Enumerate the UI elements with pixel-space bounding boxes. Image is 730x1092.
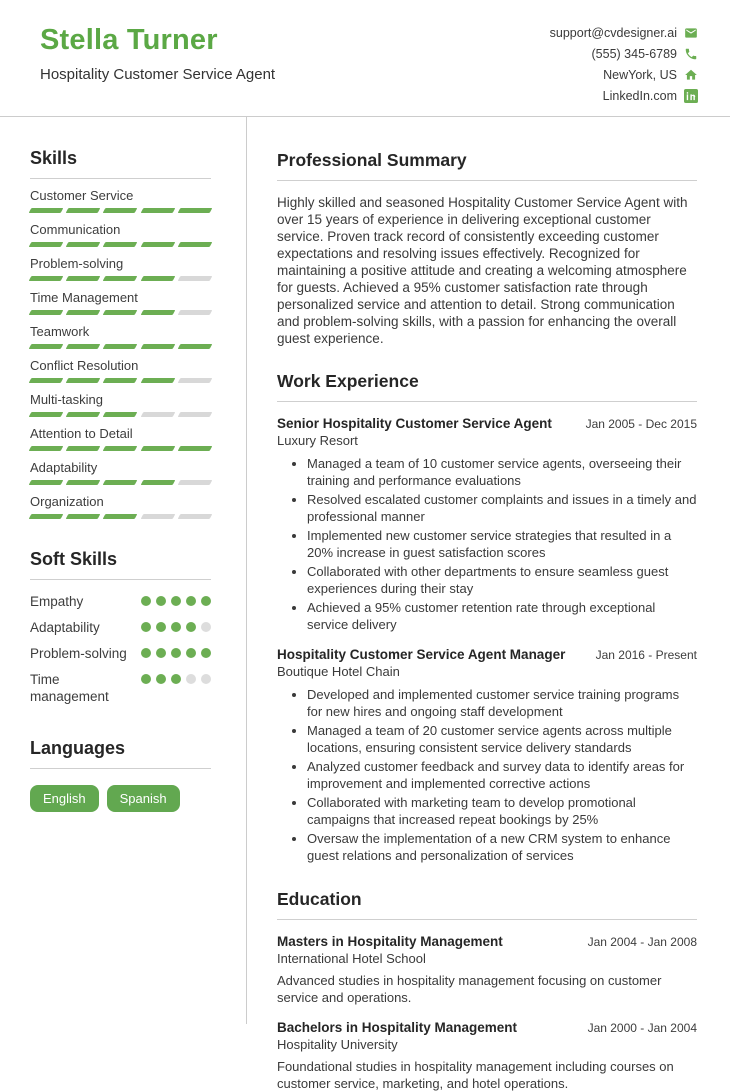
skill-segment-filled bbox=[140, 480, 175, 485]
skill-segment-empty bbox=[140, 412, 175, 417]
skill-label: Organization bbox=[30, 494, 104, 509]
skill-level-bar bbox=[30, 446, 211, 451]
job-bullet: • Collaborated with marketing team to develop promotional campaigns that increased repeat bookings by 25% bbox=[307, 795, 697, 828]
job-bullet: • Achieved a 95% customer retention rate through exceptional service delivery bbox=[307, 600, 697, 633]
skill-segment-filled bbox=[29, 310, 64, 315]
jobs-list bbox=[277, 416, 697, 864]
skill-item bbox=[30, 460, 211, 485]
skill-label: Teamwork bbox=[30, 324, 90, 339]
skill-segment-filled bbox=[29, 242, 64, 247]
skill-segment-filled bbox=[140, 276, 175, 281]
rating-dot-filled bbox=[171, 596, 181, 606]
skill-label: Time Management bbox=[30, 290, 138, 305]
contact-row[interactable] bbox=[603, 68, 698, 82]
skill-segment-filled bbox=[66, 514, 101, 519]
skill-item bbox=[30, 222, 211, 247]
soft-skill-dots bbox=[141, 672, 211, 684]
skill-segment-filled bbox=[103, 310, 138, 315]
rating-dot-empty bbox=[201, 622, 211, 632]
summary-heading: Professional Summary bbox=[277, 150, 697, 181]
soft-skills-heading: Soft Skills bbox=[30, 549, 211, 580]
main-column bbox=[247, 117, 730, 1091]
skill-item bbox=[30, 324, 211, 349]
person-name: Stella Turner bbox=[40, 24, 218, 56]
rating-dot-filled bbox=[156, 596, 166, 606]
skill-item bbox=[30, 188, 211, 213]
summary-text: Highly skilled and seasoned Hospitality Customer Service Agent with over 15 years of experience in delivering exceptional customer service. Proven track record of consistently exceeding customer expectations and resolving issues effectively. Recognized for maintaining a positive attitude and creating a welcoming atmosphere for guests. Achieved a 95% customer satisfaction rate through personalized service and attention to detail. Strong communication and problem-solving skills, with a passion for enhancing the overall guest experience. bbox=[277, 195, 688, 346]
skill-level-bar bbox=[30, 276, 211, 281]
skill-segment-filled bbox=[140, 378, 175, 383]
skill-segment-filled bbox=[29, 446, 64, 451]
skill-segment-filled bbox=[29, 344, 64, 349]
rating-dot-filled bbox=[201, 596, 211, 606]
contact-text: NewYork, US bbox=[603, 68, 677, 82]
skill-item bbox=[30, 290, 211, 315]
skill-label: Conflict Resolution bbox=[30, 358, 139, 373]
skill-segment-filled bbox=[103, 208, 138, 213]
skill-segment-filled bbox=[140, 344, 175, 349]
job-dates: Jan 2016 - Present bbox=[595, 648, 697, 662]
job-bullet: • Managed a team of 20 customer service agents across multiple locations, ensuring consistent service delivery standards bbox=[307, 723, 697, 756]
content-columns bbox=[0, 117, 730, 1091]
work-experience-section bbox=[277, 347, 697, 864]
skill-label: Communication bbox=[30, 222, 121, 237]
rating-dot-filled bbox=[141, 596, 151, 606]
job-bullet: • Collaborated with other departments to ensure seamless guest experiences during their stay bbox=[307, 564, 697, 597]
skill-item bbox=[30, 426, 211, 451]
skill-segment-filled bbox=[29, 378, 64, 383]
skill-segment-filled bbox=[29, 208, 64, 213]
email-icon bbox=[684, 26, 698, 40]
skills-section bbox=[30, 117, 211, 519]
skill-segment-filled bbox=[140, 208, 175, 213]
degree-title: Bachelors in Hospitality Management bbox=[277, 1020, 518, 1035]
degree-dates: Jan 2004 - Jan 2008 bbox=[587, 935, 697, 949]
contact-row[interactable] bbox=[592, 47, 698, 61]
home-icon bbox=[684, 68, 698, 82]
skill-segment-filled bbox=[29, 514, 64, 519]
degree-description: Foundational studies in hospitality management including courses on customer service, marketing, and hotel operations. bbox=[277, 1059, 674, 1091]
header bbox=[0, 0, 730, 117]
skill-segment-filled bbox=[103, 446, 138, 451]
rating-dot-filled bbox=[141, 622, 151, 632]
job-company: Boutique Hotel Chain bbox=[277, 664, 400, 679]
skill-level-bar bbox=[30, 514, 211, 519]
soft-skill-label: Empathy bbox=[30, 594, 84, 609]
job-bullet: • Developed and implemented customer service training programs for new hires and ongoing staff development bbox=[307, 687, 697, 720]
job-entry bbox=[277, 647, 697, 864]
skill-segment-filled bbox=[140, 242, 175, 247]
summary-section bbox=[277, 117, 697, 347]
linkedin-icon bbox=[684, 89, 698, 103]
skill-segment-empty bbox=[177, 514, 212, 519]
skill-segment-filled bbox=[177, 242, 212, 247]
soft-skill-dots bbox=[141, 594, 211, 606]
skill-segment-filled bbox=[66, 344, 101, 349]
rating-dot-filled bbox=[171, 674, 181, 684]
skill-segment-filled bbox=[103, 242, 138, 247]
skills-heading: Skills bbox=[30, 148, 211, 179]
skill-item bbox=[30, 392, 211, 417]
skill-segment-filled bbox=[140, 310, 175, 315]
skill-segment-filled bbox=[103, 514, 138, 519]
contact-info bbox=[550, 24, 698, 103]
job-entry bbox=[277, 416, 697, 633]
skills-list bbox=[30, 188, 211, 519]
contact-text: (555) 345-6789 bbox=[591, 47, 677, 61]
skill-segment-filled bbox=[140, 446, 175, 451]
skill-segment-empty bbox=[177, 378, 212, 383]
skill-segment-filled bbox=[29, 412, 64, 417]
soft-skill-row bbox=[30, 646, 211, 663]
work-experience-heading: Work Experience bbox=[277, 371, 697, 402]
education-section bbox=[277, 867, 697, 1092]
education-entry bbox=[277, 1020, 697, 1092]
skill-level-bar bbox=[30, 480, 211, 485]
degree-description: Advanced studies in hospitality management focusing on customer service and operations. bbox=[277, 973, 662, 1005]
skill-segment-filled bbox=[103, 412, 138, 417]
skill-label: Attention to Detail bbox=[30, 426, 133, 441]
skill-segment-filled bbox=[66, 242, 101, 247]
skill-item bbox=[30, 494, 211, 519]
education-list bbox=[277, 934, 697, 1092]
rating-dot-filled bbox=[186, 622, 196, 632]
soft-skill-label: Problem-solving bbox=[30, 645, 127, 661]
job-bullet: • Resolved escalated customer complaints and issues in a timely and professional manner bbox=[307, 492, 697, 525]
job-bullet: • Implemented new customer service strategies that resulted in a 20% increase in guest satisfaction scores bbox=[307, 528, 697, 561]
skill-segment-filled bbox=[177, 344, 212, 349]
rating-dot-filled bbox=[171, 648, 181, 658]
skill-segment-filled bbox=[66, 276, 101, 281]
skill-level-bar bbox=[30, 412, 211, 417]
skill-segment-filled bbox=[103, 378, 138, 383]
job-bullets bbox=[277, 456, 697, 633]
degree-dates: Jan 2000 - Jan 2004 bbox=[587, 1021, 697, 1035]
rating-dot-empty bbox=[201, 674, 211, 684]
rating-dot-filled bbox=[201, 648, 211, 658]
rating-dot-filled bbox=[141, 674, 151, 684]
skill-segment-filled bbox=[66, 480, 101, 485]
rating-dot-filled bbox=[156, 674, 166, 684]
soft-skill-row bbox=[30, 620, 211, 637]
skill-segment-filled bbox=[66, 412, 101, 417]
language-pill: English bbox=[30, 785, 99, 812]
skill-label: Adaptability bbox=[30, 460, 98, 475]
skill-segment-empty bbox=[177, 412, 212, 417]
rating-dot-filled bbox=[186, 596, 196, 606]
skill-level-bar bbox=[30, 208, 211, 213]
skill-item bbox=[30, 358, 211, 383]
degree-school: International Hotel School bbox=[277, 951, 426, 966]
job-company: Luxury Resort bbox=[277, 433, 358, 448]
soft-skill-label: Adaptability bbox=[30, 619, 100, 635]
languages-section bbox=[30, 714, 211, 812]
skill-level-bar bbox=[30, 344, 211, 349]
skill-segment-filled bbox=[103, 276, 138, 281]
skill-label: Customer Service bbox=[30, 188, 134, 203]
contact-text: LinkedIn.com bbox=[602, 89, 677, 103]
job-bullet: • Oversaw the implementation of a new CRM system to enhance guest relations and personalization of services bbox=[307, 831, 697, 864]
soft-skill-row bbox=[30, 672, 211, 706]
soft-skill-label: Time management bbox=[30, 671, 109, 704]
skill-segment-filled bbox=[29, 276, 64, 281]
skill-segment-filled bbox=[103, 344, 138, 349]
language-pill: Spanish bbox=[107, 785, 180, 812]
skill-label: Problem-solving bbox=[30, 256, 124, 271]
degree-school: Hospitality University bbox=[277, 1037, 398, 1052]
skill-segment-filled bbox=[66, 378, 101, 383]
skill-segment-filled bbox=[66, 446, 101, 451]
soft-skill-dots bbox=[141, 620, 211, 632]
skill-segment-filled bbox=[66, 310, 101, 315]
skill-level-bar bbox=[30, 378, 211, 383]
person-job-title: Hospitality Customer Service Agent bbox=[40, 66, 276, 83]
rating-dot-filled bbox=[141, 648, 151, 658]
skill-segment-filled bbox=[29, 480, 64, 485]
skill-segment-filled bbox=[177, 208, 212, 213]
job-bullet: • Analyzed customer feedback and survey data to identify areas for improvement and implemented corrective actions bbox=[307, 759, 697, 792]
skill-label: Multi-tasking bbox=[30, 392, 103, 407]
education-heading: Education bbox=[277, 889, 697, 920]
job-bullets bbox=[277, 687, 697, 864]
degree-title: Masters in Hospitality Management bbox=[277, 934, 503, 949]
languages-heading: Languages bbox=[30, 738, 211, 769]
phone-icon bbox=[684, 47, 698, 61]
soft-skills-section bbox=[30, 522, 211, 705]
soft-skill-row bbox=[30, 594, 211, 611]
skill-segment-empty bbox=[177, 480, 212, 485]
skill-segment-empty bbox=[177, 276, 212, 281]
job-dates: Jan 2005 - Dec 2015 bbox=[585, 417, 697, 431]
skill-item bbox=[30, 256, 211, 281]
header-identity bbox=[40, 24, 275, 83]
skill-segment-empty bbox=[177, 310, 212, 315]
rating-dot-filled bbox=[186, 648, 196, 658]
skill-level-bar bbox=[30, 310, 211, 315]
sidebar bbox=[0, 117, 247, 1024]
skill-segment-filled bbox=[177, 446, 212, 451]
rating-dot-filled bbox=[156, 648, 166, 658]
job-title: Hospitality Customer Service Agent Manager bbox=[277, 647, 566, 662]
job-title: Senior Hospitality Customer Service Agent bbox=[277, 416, 552, 431]
skill-level-bar bbox=[30, 242, 211, 247]
skill-segment-filled bbox=[66, 208, 101, 213]
language-pills bbox=[30, 785, 211, 812]
rating-dot-filled bbox=[156, 622, 166, 632]
job-bullet: • Managed a team of 10 customer service agents, overseeing their training and performance evaluations bbox=[307, 456, 697, 489]
education-entry bbox=[277, 934, 697, 1006]
contact-row[interactable] bbox=[550, 26, 698, 40]
rating-dot-empty bbox=[186, 674, 196, 684]
skill-segment-filled bbox=[103, 480, 138, 485]
soft-skill-dots bbox=[141, 646, 211, 658]
soft-skills-list bbox=[30, 580, 211, 705]
rating-dot-filled bbox=[171, 622, 181, 632]
contact-row[interactable] bbox=[603, 89, 698, 103]
contact-text: support@cvdesigner.ai bbox=[549, 26, 677, 40]
skill-segment-empty bbox=[140, 514, 175, 519]
